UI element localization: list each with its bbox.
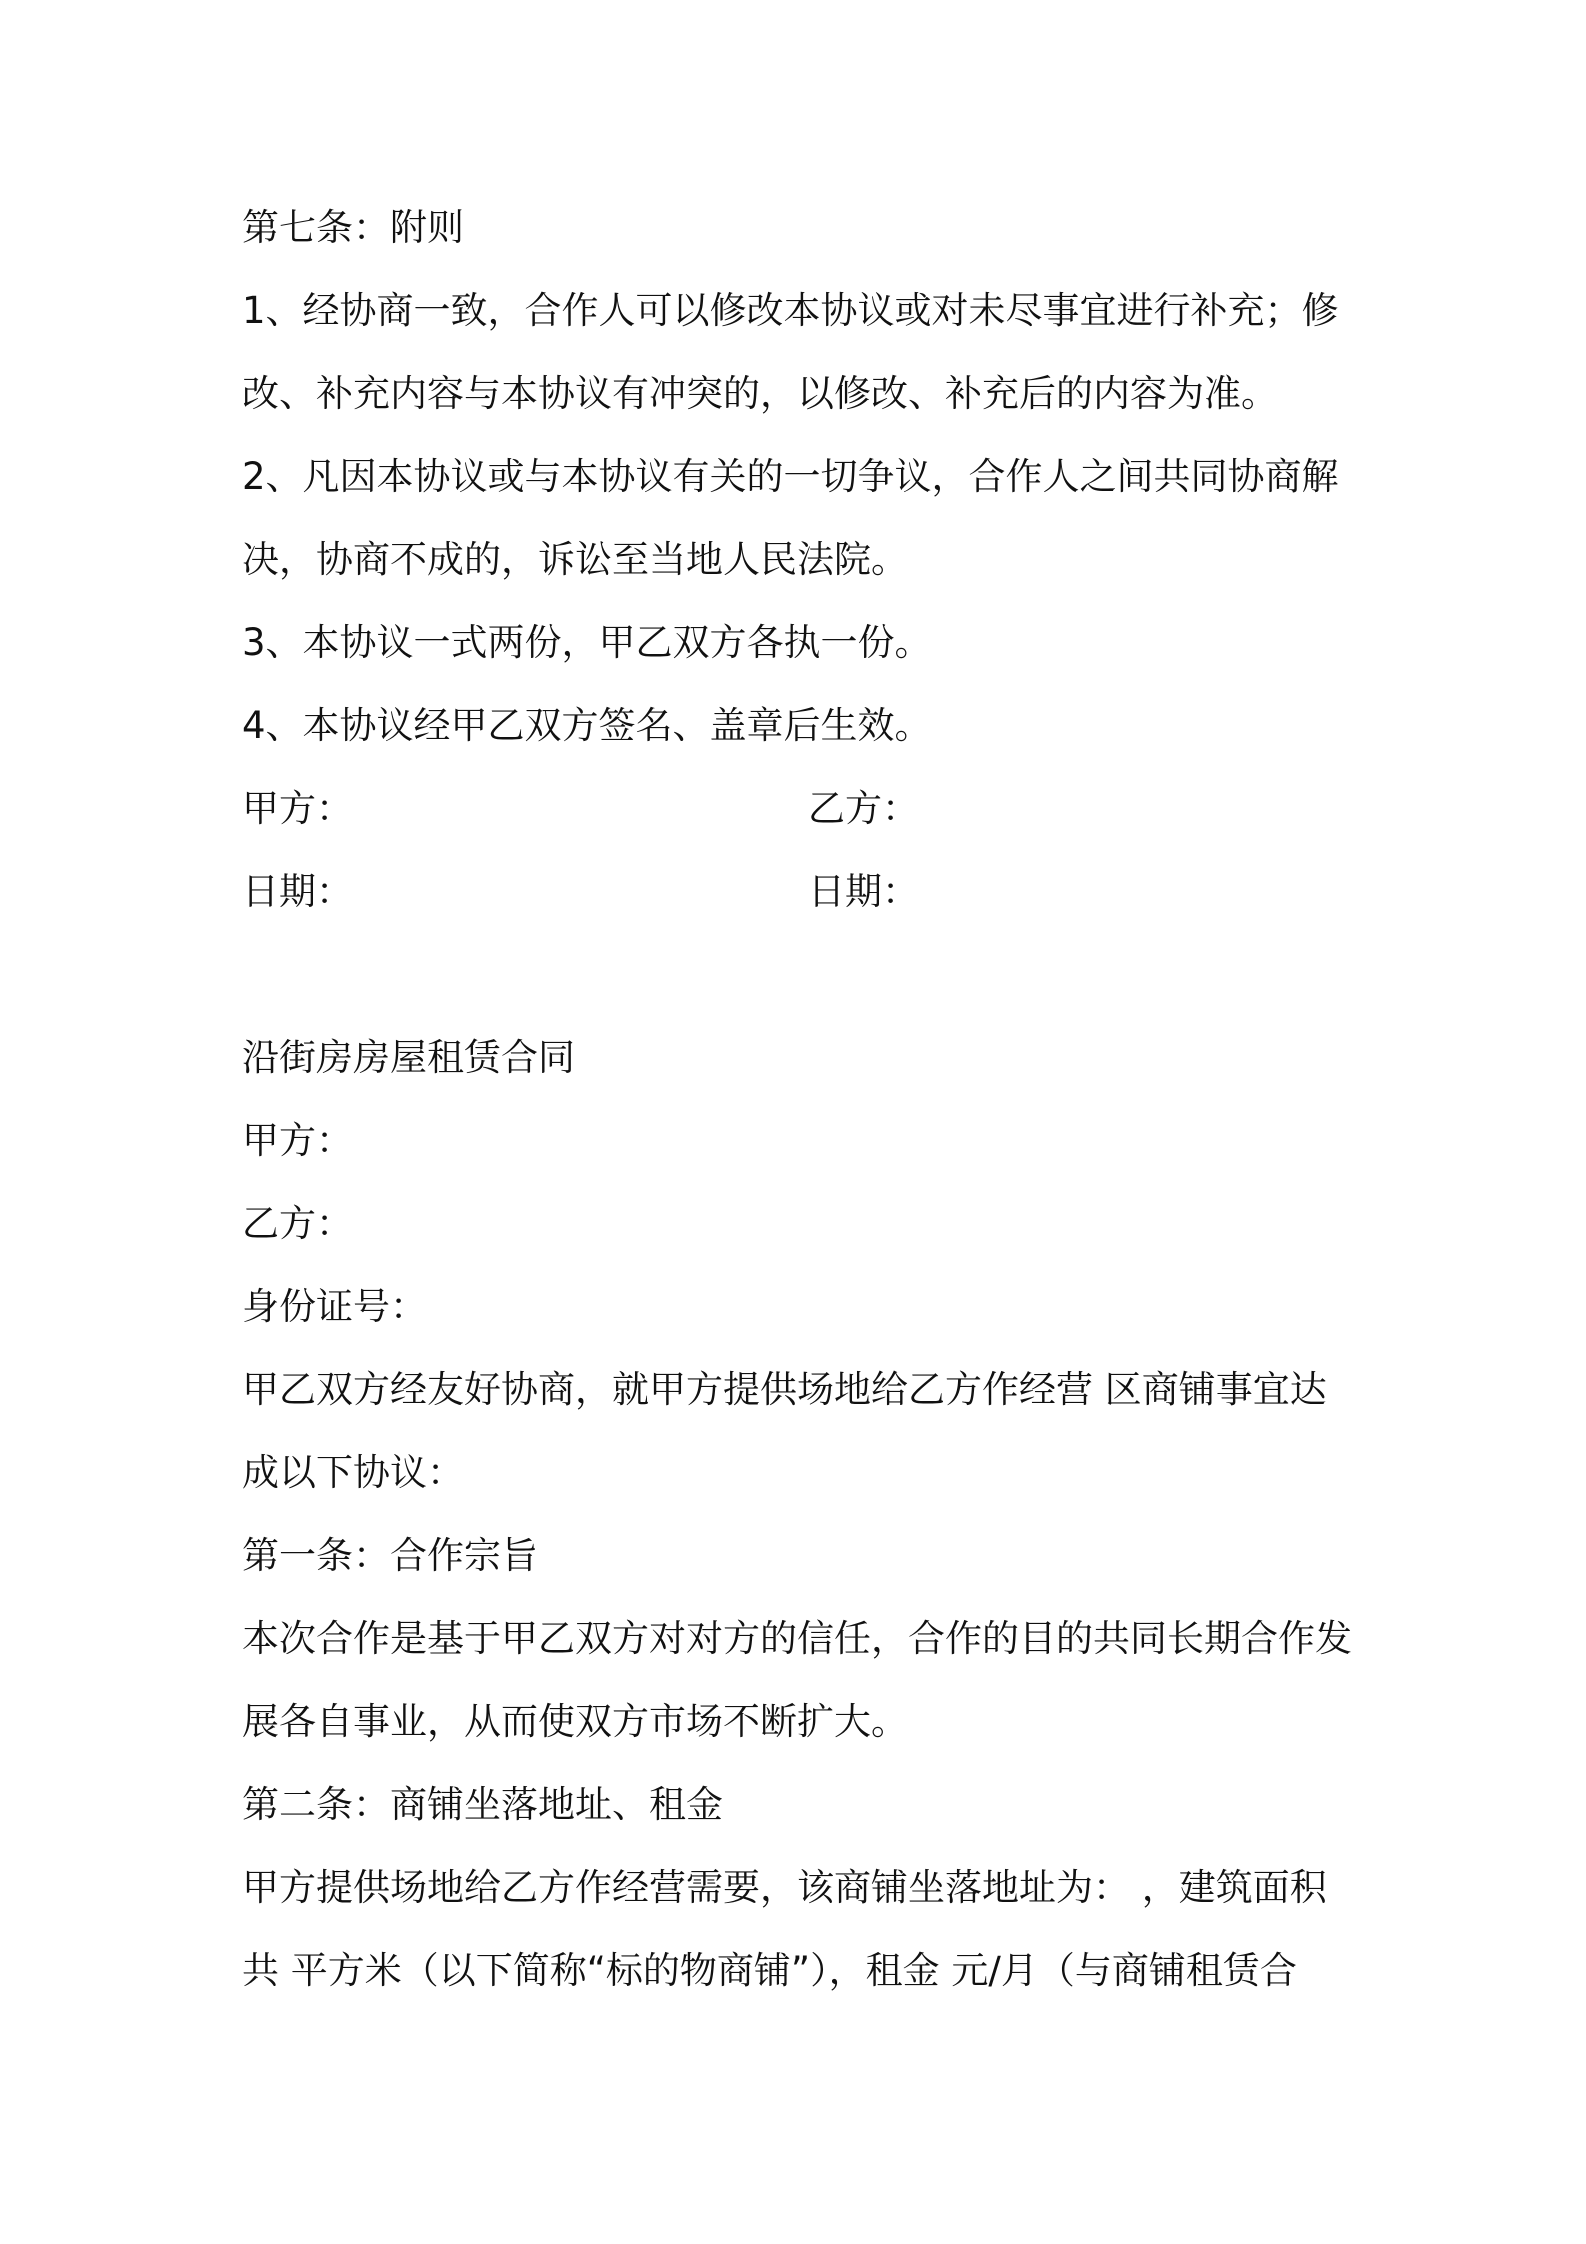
- paragraph-line: 成以下协议：: [242, 1451, 464, 1494]
- signature-party-b: 乙方：: [808, 787, 919, 830]
- paragraph-line: 2、凡因本协议或与本协议有关的一切争议，合作人之间共同协商解: [242, 455, 1339, 498]
- paragraph-line: 改、补充内容与本协议有冲突的，以修改、补充后的内容为准。: [242, 372, 1278, 415]
- section-heading-article-7: 第七条：附则: [242, 206, 464, 249]
- paragraph-line: 3、本协议一式两份，甲乙双方各执一份。: [242, 621, 932, 664]
- paragraph-line: 甲方提供场地给乙方作经营需要，该商铺坐落地址为： ，建筑面积: [242, 1866, 1327, 1909]
- paragraph-line: 展各自事业，从而使双方市场不断扩大。: [242, 1700, 908, 1743]
- paragraph-line: 4、本协议经甲乙双方签名、盖章后生效。: [242, 704, 932, 747]
- party-b-field: 乙方：: [242, 1202, 353, 1245]
- signature-date-a: 日期：: [242, 870, 353, 913]
- paragraph-line: 决，协商不成的，诉讼至当地人民法院。: [242, 538, 908, 581]
- signature-date-b: 日期：: [808, 870, 919, 913]
- id-number-field: 身份证号：: [242, 1285, 427, 1328]
- paragraph-line: 甲乙双方经友好协商，就甲方提供场地给乙方作经营 区商铺事宜达: [242, 1368, 1327, 1411]
- party-a-field: 甲方：: [242, 1119, 353, 1162]
- paragraph-line: 本次合作是基于甲乙双方对对方的信任，合作的目的共同长期合作发: [242, 1617, 1352, 1660]
- paragraph-line: 共 平方米（以下简称“标的物商铺”），租金 元/月（与商铺租赁合: [242, 1949, 1297, 1992]
- section-heading-article-2: 第二条：商铺坐落地址、租金: [242, 1783, 723, 1826]
- contract-title: 沿街房房屋租赁合同: [242, 1036, 575, 1079]
- signature-party-a: 甲方：: [242, 787, 353, 830]
- section-heading-article-1: 第一条：合作宗旨: [242, 1534, 538, 1577]
- paragraph-line: 1、经协商一致，合作人可以修改本协议或对未尽事宜进行补充；修: [242, 289, 1339, 332]
